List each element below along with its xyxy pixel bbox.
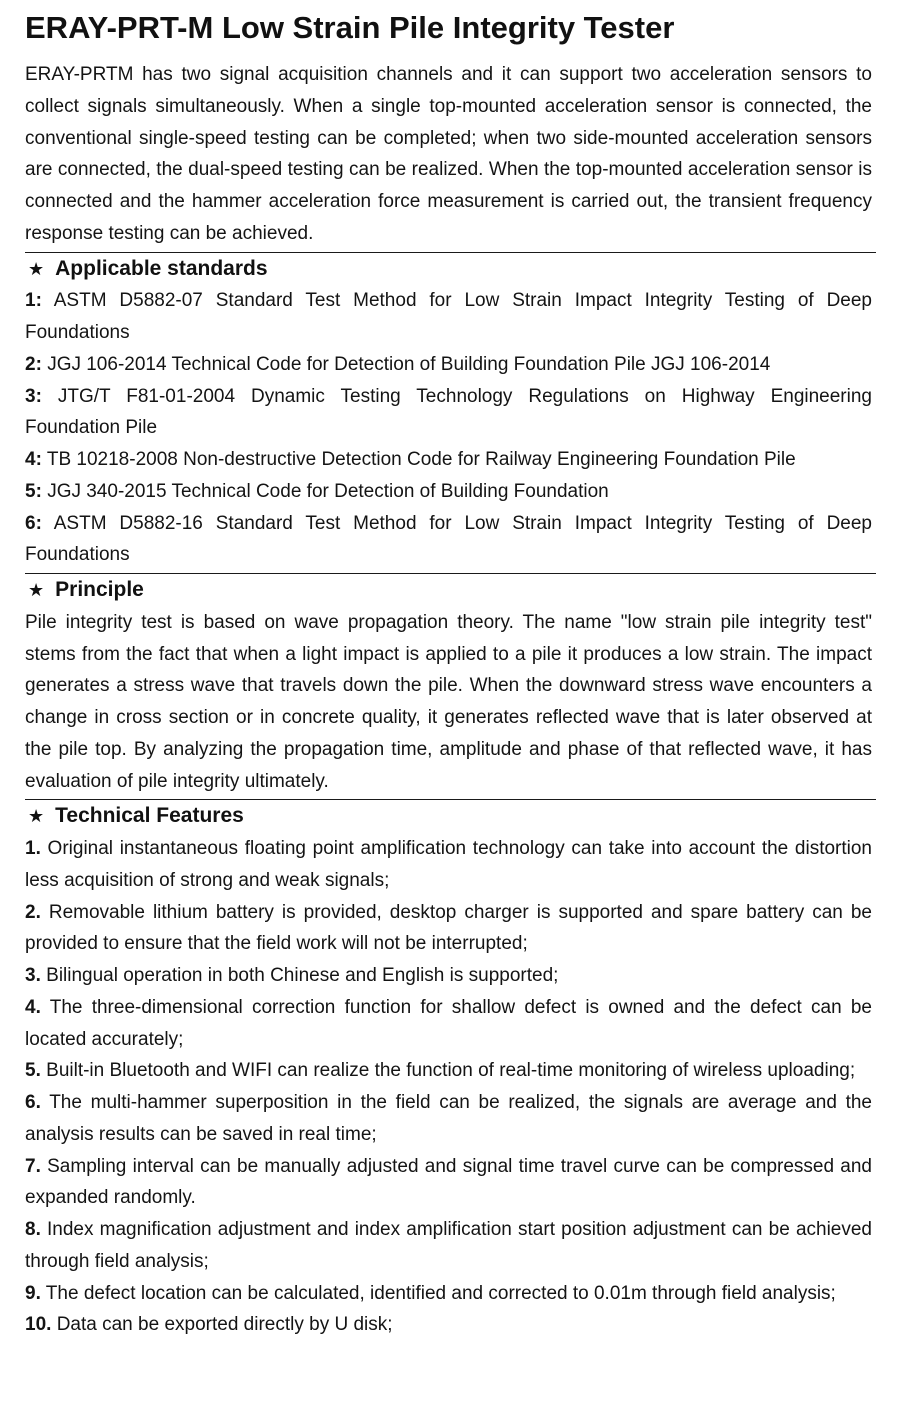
standard-item bbox=[25, 476, 872, 508]
document-page bbox=[25, 0, 872, 1341]
item-number: 3: bbox=[25, 385, 42, 407]
item-text: Index magnification adjustment and index amplification start position adjustment can be achieved through field analysis; bbox=[25, 1219, 872, 1272]
item-text: Sampling interval can be manually adjusted and signal time travel curve can be compressed and expanded randomly. bbox=[25, 1155, 872, 1209]
standards-list bbox=[25, 285, 872, 571]
item-text: The defect location can be calculated, identified and corrected to 0.01m through field analysis; bbox=[45, 1282, 836, 1304]
item-text: Removable lithium battery is provided, desktop charger is supported and spare battery can be provided to ensure that the field work will not be interrupted; bbox=[25, 901, 872, 955]
principle-section bbox=[25, 574, 872, 797]
feature-item bbox=[25, 1309, 872, 1341]
item-text: ASTM D5882-07 Standard Test Method for Low Strain Impact Integrity Testing of Deep Foundations bbox=[25, 290, 872, 343]
section-heading-label: Technical Features bbox=[55, 804, 244, 828]
section-heading-standards bbox=[25, 253, 872, 286]
item-number: 4. bbox=[25, 996, 41, 1018]
item-number: 2. bbox=[25, 901, 41, 923]
standard-item bbox=[25, 285, 872, 349]
features-list bbox=[25, 833, 872, 1341]
item-text: ASTM D5882-16 Standard Test Method for Low Strain Impact Integrity Testing of Deep Foundations bbox=[25, 512, 872, 566]
item-text: JGJ 340-2015 Technical Code for Detection of Building Foundation bbox=[47, 480, 609, 502]
item-number: 7. bbox=[25, 1155, 41, 1177]
item-number: 1: bbox=[25, 290, 42, 312]
item-text: JGJ 106-2014 Technical Code for Detection of Building Foundation Pile JGJ 106-2014 bbox=[47, 353, 771, 375]
section-heading-principle bbox=[25, 574, 872, 607]
feature-item bbox=[25, 833, 872, 897]
item-number: 6. bbox=[25, 1092, 41, 1113]
standard-item bbox=[25, 349, 872, 381]
section-heading-label: Applicable standards bbox=[55, 256, 268, 280]
item-number: 5. bbox=[25, 1060, 41, 1082]
item-text: The multi-hammer superposition in the field can be realized, the signals are average and the analysis results can be saved in real time; bbox=[25, 1092, 873, 1145]
feature-item bbox=[25, 1151, 872, 1215]
item-number: 10. bbox=[25, 1314, 52, 1336]
features-section bbox=[25, 800, 872, 1341]
intro-paragraph: ERAY-PRTM has two signal acquisition channels and it can support two acceleration sensors to collect signals simultaneously. When a single top-mounted acceleration sensor is connected, the conventional single-speed testing can be completed; when two side-mounted acceleration sensors are connected, the dual-speed testing can be realized. When the top-mounted acceleration sensor is connected and the hammer acceleration force measurement is carried out, the transient frequency response testing can be achieved. bbox=[25, 64, 872, 244]
feature-item bbox=[25, 897, 872, 961]
item-number: 9. bbox=[25, 1282, 41, 1304]
page-title: ERAY-PRT-M Low Strain Pile Integrity Tester bbox=[25, 10, 675, 45]
feature-item bbox=[25, 992, 872, 1056]
section-heading-label: Principle bbox=[55, 578, 144, 601]
item-number: 3. bbox=[25, 965, 41, 986]
item-number: 2: bbox=[25, 353, 42, 375]
section-heading-features bbox=[25, 800, 872, 833]
item-text: Bilingual operation in both Chinese and English is supported; bbox=[46, 965, 559, 986]
principle-paragraph: Pile integrity test is based on wave propagation theory. The name "low strain pile integrity test" stems from the fact that when a light impact is applied to a pile it produces a low strain. The impact generates a stress wave that travels down the pile. When the downward stress wave encounters a change in cross section or in concrete quality, it generates reflected wave that is later observed at the pile top. By analyzing the propagation time, amplitude and phase of that reflected wave, it has evaluation of pile integrity ultimately. bbox=[25, 611, 872, 792]
item-text: Data can be exported directly by U disk; bbox=[56, 1314, 393, 1336]
standard-item bbox=[25, 381, 872, 445]
item-number: 8. bbox=[25, 1219, 41, 1240]
item-text: TB 10218-2008 Non-destructive Detection Code for Railway Engineering Foundation Pile bbox=[46, 449, 796, 470]
feature-item bbox=[25, 1278, 872, 1310]
item-number: 4: bbox=[25, 449, 42, 470]
feature-item bbox=[25, 1055, 872, 1087]
standard-item bbox=[25, 508, 872, 572]
star-icon bbox=[25, 800, 44, 833]
item-text: The three-dimensional correction function for shallow defect is owned and the defect can be located accurately; bbox=[25, 996, 872, 1050]
item-number: 5: bbox=[25, 480, 42, 502]
feature-item bbox=[25, 960, 872, 992]
star-icon bbox=[25, 574, 44, 607]
feature-item bbox=[25, 1087, 872, 1151]
star-icon bbox=[25, 253, 44, 286]
item-number: 1. bbox=[25, 838, 41, 859]
item-text: Built-in Bluetooth and WIFI can realize the function of real-time monitoring of wireless uploading; bbox=[46, 1060, 856, 1082]
item-number: 6: bbox=[25, 512, 42, 534]
feature-item bbox=[25, 1214, 872, 1278]
standards-section bbox=[25, 253, 872, 572]
item-text: JTG/T F81-01-2004 Dynamic Testing Technology Regulations on Highway Engineering Foundation Pile bbox=[25, 385, 872, 439]
item-text: Original instantaneous floating point amplification technology can take into account the distortion less acquisition of strong and weak signals; bbox=[25, 838, 873, 891]
standard-item bbox=[25, 444, 872, 476]
